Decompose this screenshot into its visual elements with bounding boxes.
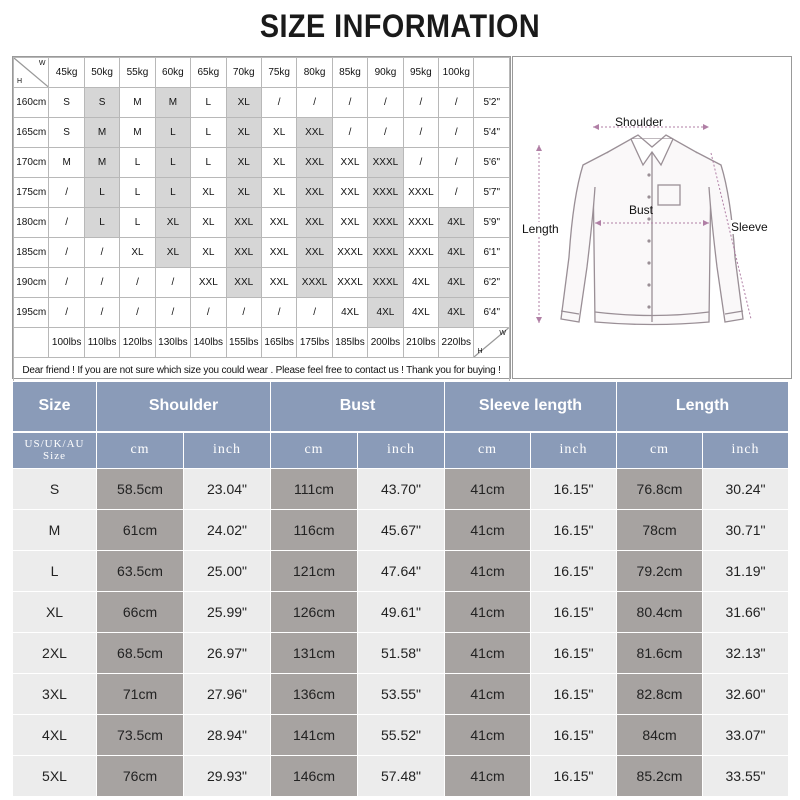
size-cell: XL bbox=[191, 178, 226, 208]
bust-in-cell: 51.58" bbox=[358, 633, 445, 674]
bust-cm-header: cm bbox=[271, 432, 358, 469]
size-cell: L bbox=[120, 208, 155, 238]
weight-header: 70kg bbox=[226, 58, 261, 88]
size-cell: / bbox=[297, 88, 332, 118]
size-cell: / bbox=[120, 268, 155, 298]
shoulder-cm-cell: 61cm bbox=[97, 510, 184, 551]
shoulder-cm-cell: 63.5cm bbox=[97, 551, 184, 592]
size-cell: / bbox=[155, 298, 190, 328]
measurement-row bbox=[13, 633, 789, 674]
size-cell: XXL bbox=[297, 178, 332, 208]
shoulder-label: Shoulder bbox=[615, 115, 664, 129]
size-cell: L bbox=[84, 208, 119, 238]
size-cell: XXXL bbox=[403, 178, 438, 208]
sleeve-cm-cell: 41cm bbox=[445, 592, 531, 633]
size-cell: XXL bbox=[297, 238, 332, 268]
height-cm-cell: 170cm bbox=[14, 148, 49, 178]
sleeve-in-cell: 16.15" bbox=[531, 633, 617, 674]
sleeve-in-cell: 16.15" bbox=[531, 674, 617, 715]
contact-note: Dear friend ! If you are not sure which size you could wear . Please feel free to contact us ! Thank you for buying ! bbox=[14, 358, 510, 384]
length-in-cell: 32.60" bbox=[703, 674, 789, 715]
size-cell: 4XL bbox=[439, 208, 474, 238]
corner-hw-cell bbox=[474, 328, 510, 358]
size-cell: L bbox=[84, 178, 119, 208]
weight-header: 90kg bbox=[368, 58, 403, 88]
height-ft-cell: 5'7" bbox=[474, 178, 510, 208]
measurement-row bbox=[13, 510, 789, 551]
bust-in-cell: 43.70" bbox=[358, 469, 445, 510]
shoulder-in-cell: 24.02" bbox=[184, 510, 271, 551]
pounds-header: 175lbs bbox=[297, 328, 332, 358]
bust-in-cell: 57.48" bbox=[358, 756, 445, 797]
shoulder-cm-cell: 71cm bbox=[97, 674, 184, 715]
height-cm-cell: 195cm bbox=[14, 298, 49, 328]
size-cell: XXL bbox=[297, 118, 332, 148]
length-cm-cell: 82.8cm bbox=[617, 674, 703, 715]
size-cell: / bbox=[368, 88, 403, 118]
size-cell: 4XL bbox=[332, 298, 367, 328]
bust-cm-cell: 111cm bbox=[271, 469, 358, 510]
bust-cm-cell: 131cm bbox=[271, 633, 358, 674]
size-cell: / bbox=[439, 88, 474, 118]
size-cell: / bbox=[49, 178, 84, 208]
size-cell: XL bbox=[155, 208, 190, 238]
length-cm-cell: 84cm bbox=[617, 715, 703, 756]
size-cell: / bbox=[403, 118, 438, 148]
weight-header: 45kg bbox=[49, 58, 84, 88]
size-cell: XXL bbox=[297, 148, 332, 178]
pounds-header: 220lbs bbox=[439, 328, 474, 358]
length-in-cell: 30.71" bbox=[703, 510, 789, 551]
size-cell: / bbox=[120, 298, 155, 328]
bust-in-cell: 49.61" bbox=[358, 592, 445, 633]
bust-in-cell: 53.55" bbox=[358, 674, 445, 715]
bust-header: Bust bbox=[271, 382, 445, 432]
size-cell: XXXL bbox=[368, 178, 403, 208]
size-cell: XXXL bbox=[368, 268, 403, 298]
size-cell: XL bbox=[191, 208, 226, 238]
size-cell: XXL bbox=[226, 238, 261, 268]
size-cell: S bbox=[49, 88, 84, 118]
corner-hw-cell bbox=[14, 58, 49, 88]
weight-header: 60kg bbox=[155, 58, 190, 88]
size-cell: M bbox=[49, 148, 84, 178]
height-ft-cell: 6'4" bbox=[474, 298, 510, 328]
size-cell: XL bbox=[191, 238, 226, 268]
height-ft-cell: 5'2" bbox=[474, 88, 510, 118]
sleeve-cm-cell: 41cm bbox=[445, 510, 531, 551]
shoulder-cm-cell: 76cm bbox=[97, 756, 184, 797]
weight-header: 75kg bbox=[261, 58, 296, 88]
bust-cm-cell: 146cm bbox=[271, 756, 358, 797]
size-cell: / bbox=[403, 148, 438, 178]
shirt-illustration bbox=[513, 57, 791, 378]
size-cell: XXL bbox=[332, 178, 367, 208]
size-cell: XL bbox=[120, 238, 155, 268]
measurement-row bbox=[13, 756, 789, 797]
size-grid-row bbox=[14, 118, 510, 148]
length-cm-cell: 85.2cm bbox=[617, 756, 703, 797]
weight-header: 80kg bbox=[297, 58, 332, 88]
length-in-cell: 33.07" bbox=[703, 715, 789, 756]
sleeve-cm-cell: 41cm bbox=[445, 469, 531, 510]
corner-h: H bbox=[477, 348, 483, 355]
empty-cell bbox=[474, 58, 510, 88]
sleeve-in-cell: 16.15" bbox=[531, 469, 617, 510]
size-cell: XL bbox=[226, 118, 261, 148]
shoulder-cm-cell: 68.5cm bbox=[97, 633, 184, 674]
length-cm-cell: 76.8cm bbox=[617, 469, 703, 510]
height-cm-cell: 180cm bbox=[14, 208, 49, 238]
sleeve-in-cell: 16.15" bbox=[531, 510, 617, 551]
size-cell: XL bbox=[226, 148, 261, 178]
size-cell: / bbox=[261, 298, 296, 328]
sleeve-cm-header: cm bbox=[445, 432, 531, 469]
shoulder-in-cell: 25.00" bbox=[184, 551, 271, 592]
measurement-row bbox=[13, 469, 789, 510]
bust-cm-cell: 126cm bbox=[271, 592, 358, 633]
size-cell: XL bbox=[261, 178, 296, 208]
sleeve-cm-cell: 41cm bbox=[445, 674, 531, 715]
size-cell: XXXL bbox=[368, 208, 403, 238]
size-grid-row bbox=[14, 298, 510, 328]
size-grid-row bbox=[14, 88, 510, 118]
height-ft-cell: 5'6" bbox=[474, 148, 510, 178]
sleeve-cm-cell: 41cm bbox=[445, 551, 531, 592]
size-cell: XXL bbox=[191, 268, 226, 298]
size-cell: 4XL bbox=[403, 268, 438, 298]
shoulder-in-cell: 27.96" bbox=[184, 674, 271, 715]
height-ft-cell: 5'9" bbox=[474, 208, 510, 238]
height-cm-cell: 190cm bbox=[14, 268, 49, 298]
size-cell: / bbox=[439, 148, 474, 178]
bust-label: Bust bbox=[629, 203, 654, 217]
size-cell: / bbox=[368, 118, 403, 148]
size-cell: XXXL bbox=[332, 268, 367, 298]
size-cell: / bbox=[49, 208, 84, 238]
size-label: S bbox=[13, 469, 97, 510]
length-cm-cell: 78cm bbox=[617, 510, 703, 551]
size-cell: L bbox=[191, 118, 226, 148]
length-label: Length bbox=[522, 222, 559, 236]
size-cell: XXXL bbox=[332, 238, 367, 268]
measurement-row bbox=[13, 592, 789, 633]
size-label: L bbox=[13, 551, 97, 592]
size-cell: / bbox=[155, 268, 190, 298]
height-ft-cell: 6'2" bbox=[474, 268, 510, 298]
sleeve-cm-cell: 41cm bbox=[445, 756, 531, 797]
size-cell: XXXL bbox=[403, 208, 438, 238]
sleeve-label: Sleeve bbox=[731, 220, 768, 234]
size-grid-row bbox=[14, 268, 510, 298]
size-cell: XXXL bbox=[297, 268, 332, 298]
size-unit-header: US/UK/AU Size bbox=[13, 432, 97, 469]
weight-header: 95kg bbox=[403, 58, 438, 88]
size-cell: / bbox=[49, 238, 84, 268]
size-cell: / bbox=[439, 178, 474, 208]
size-cell: XL bbox=[261, 148, 296, 178]
height-cm-cell: 165cm bbox=[14, 118, 49, 148]
length-cm-header: cm bbox=[617, 432, 703, 469]
size-grid-row bbox=[14, 208, 510, 238]
weight-header: 50kg bbox=[84, 58, 119, 88]
size-cell: M bbox=[84, 148, 119, 178]
size-cell: / bbox=[297, 298, 332, 328]
weight-header: 55kg bbox=[120, 58, 155, 88]
length-in-cell: 30.24" bbox=[703, 469, 789, 510]
shoulder-cm-cell: 58.5cm bbox=[97, 469, 184, 510]
shoulder-cm-cell: 66cm bbox=[97, 592, 184, 633]
pounds-header: 110lbs bbox=[84, 328, 119, 358]
sleeve-in-cell: 16.15" bbox=[531, 715, 617, 756]
size-cell: / bbox=[84, 238, 119, 268]
shoulder-cm-header: cm bbox=[97, 432, 184, 469]
size-cell: XXXL bbox=[368, 238, 403, 268]
weight-header: 65kg bbox=[191, 58, 226, 88]
size-cell: XL bbox=[226, 88, 261, 118]
size-cell: XXL bbox=[332, 148, 367, 178]
size-cell: L bbox=[155, 178, 190, 208]
bust-cm-cell: 116cm bbox=[271, 510, 358, 551]
size-cell: XXL bbox=[332, 208, 367, 238]
measurement-table bbox=[12, 381, 788, 796]
size-cell: L bbox=[191, 88, 226, 118]
size-cell: XXL bbox=[261, 238, 296, 268]
height-cm-cell: 175cm bbox=[14, 178, 49, 208]
shoulder-cm-cell: 73.5cm bbox=[97, 715, 184, 756]
size-cell: / bbox=[226, 298, 261, 328]
sleeve-cm-cell: 41cm bbox=[445, 715, 531, 756]
sleeve-in-cell: 16.15" bbox=[531, 756, 617, 797]
size-cell: / bbox=[49, 298, 84, 328]
size-cell: L bbox=[191, 148, 226, 178]
size-cell: / bbox=[84, 298, 119, 328]
measurement-row bbox=[13, 551, 789, 592]
shoulder-in-cell: 23.04" bbox=[184, 469, 271, 510]
size-cell: L bbox=[120, 178, 155, 208]
measurement-row bbox=[13, 674, 789, 715]
pounds-header: 210lbs bbox=[403, 328, 438, 358]
weight-header: 100kg bbox=[439, 58, 474, 88]
bust-cm-cell: 141cm bbox=[271, 715, 358, 756]
size-recommendation-chart bbox=[12, 56, 511, 379]
size-cell: 4XL bbox=[368, 298, 403, 328]
size-label: 4XL bbox=[13, 715, 97, 756]
size-cell: 4XL bbox=[403, 298, 438, 328]
size-grid-row bbox=[14, 178, 510, 208]
length-in-cell: 33.55" bbox=[703, 756, 789, 797]
size-cell: XXXL bbox=[368, 148, 403, 178]
corner-w: W bbox=[499, 330, 506, 337]
sleeve-in-cell: 16.15" bbox=[531, 551, 617, 592]
length-cm-cell: 80.4cm bbox=[617, 592, 703, 633]
size-cell: / bbox=[332, 118, 367, 148]
empty-cell bbox=[14, 328, 49, 358]
size-cell: XL bbox=[226, 178, 261, 208]
height-ft-cell: 6'1" bbox=[474, 238, 510, 268]
size-cell: 4XL bbox=[439, 238, 474, 268]
size-cell: S bbox=[49, 118, 84, 148]
size-cell: / bbox=[49, 268, 84, 298]
size-label: XL bbox=[13, 592, 97, 633]
pounds-header: 155lbs bbox=[226, 328, 261, 358]
size-cell: XL bbox=[155, 238, 190, 268]
size-cell: / bbox=[261, 88, 296, 118]
shoulder-in-cell: 28.94" bbox=[184, 715, 271, 756]
size-cell: XXXL bbox=[403, 238, 438, 268]
garment-diagram bbox=[512, 56, 792, 379]
shoulder-inch-header: inch bbox=[184, 432, 271, 469]
pounds-header: 165lbs bbox=[261, 328, 296, 358]
size-header: Size bbox=[13, 382, 97, 432]
length-in-cell: 31.19" bbox=[703, 551, 789, 592]
pounds-header: 130lbs bbox=[155, 328, 190, 358]
measurement-row bbox=[13, 715, 789, 756]
size-cell: XXL bbox=[226, 268, 261, 298]
size-cell: M bbox=[155, 88, 190, 118]
bust-in-cell: 55.52" bbox=[358, 715, 445, 756]
bust-cm-cell: 136cm bbox=[271, 674, 358, 715]
size-grid-table bbox=[13, 57, 510, 384]
size-cell: S bbox=[84, 88, 119, 118]
pounds-header: 185lbs bbox=[332, 328, 367, 358]
size-grid-row bbox=[14, 148, 510, 178]
height-ft-cell: 5'4" bbox=[474, 118, 510, 148]
length-cm-cell: 81.6cm bbox=[617, 633, 703, 674]
size-cell: / bbox=[439, 118, 474, 148]
shoulder-header: Shoulder bbox=[97, 382, 271, 432]
sleeve-cm-cell: 41cm bbox=[445, 633, 531, 674]
bust-in-cell: 45.67" bbox=[358, 510, 445, 551]
bust-inch-header: inch bbox=[358, 432, 445, 469]
size-label: 5XL bbox=[13, 756, 97, 797]
size-cell: M bbox=[84, 118, 119, 148]
bust-cm-cell: 121cm bbox=[271, 551, 358, 592]
pounds-header: 140lbs bbox=[191, 328, 226, 358]
size-cell: XL bbox=[261, 118, 296, 148]
corner-h: H bbox=[17, 78, 23, 85]
page-title: SIZE INFORMATION bbox=[259, 8, 541, 44]
size-cell: L bbox=[120, 148, 155, 178]
corner-w: W bbox=[38, 60, 46, 67]
pounds-header: 120lbs bbox=[120, 328, 155, 358]
shoulder-in-cell: 25.99" bbox=[184, 592, 271, 633]
size-cell: XXL bbox=[261, 268, 296, 298]
size-cell: XXL bbox=[261, 208, 296, 238]
length-in-cell: 31.66" bbox=[703, 592, 789, 633]
size-cell: M bbox=[120, 118, 155, 148]
size-cell: 4XL bbox=[439, 298, 474, 328]
size-label: 3XL bbox=[13, 674, 97, 715]
size-cell: / bbox=[191, 298, 226, 328]
size-cell: L bbox=[155, 148, 190, 178]
length-header: Length bbox=[617, 382, 789, 432]
height-cm-cell: 185cm bbox=[14, 238, 49, 268]
size-label: M bbox=[13, 510, 97, 551]
pounds-header: 200lbs bbox=[368, 328, 403, 358]
pounds-header: 100lbs bbox=[49, 328, 84, 358]
size-cell: M bbox=[120, 88, 155, 118]
length-cm-cell: 79.2cm bbox=[617, 551, 703, 592]
size-label: 2XL bbox=[13, 633, 97, 674]
length-in-cell: 32.13" bbox=[703, 633, 789, 674]
size-cell: XXL bbox=[226, 208, 261, 238]
size-cell: / bbox=[332, 88, 367, 118]
length-inch-header: inch bbox=[703, 432, 789, 469]
shoulder-in-cell: 26.97" bbox=[184, 633, 271, 674]
size-cell: / bbox=[84, 268, 119, 298]
measurement-grid bbox=[12, 381, 789, 797]
height-cm-cell: 160cm bbox=[14, 88, 49, 118]
sleeve-inch-header: inch bbox=[531, 432, 617, 469]
sleeve-length-header: Sleeve length bbox=[445, 382, 617, 432]
bust-in-cell: 47.64" bbox=[358, 551, 445, 592]
size-cell: 4XL bbox=[439, 268, 474, 298]
shoulder-in-cell: 29.93" bbox=[184, 756, 271, 797]
size-grid-row bbox=[14, 238, 510, 268]
size-cell: XXL bbox=[297, 208, 332, 238]
sleeve-in-cell: 16.15" bbox=[531, 592, 617, 633]
weight-header: 85kg bbox=[332, 58, 367, 88]
size-cell: L bbox=[155, 118, 190, 148]
size-cell: / bbox=[403, 88, 438, 118]
